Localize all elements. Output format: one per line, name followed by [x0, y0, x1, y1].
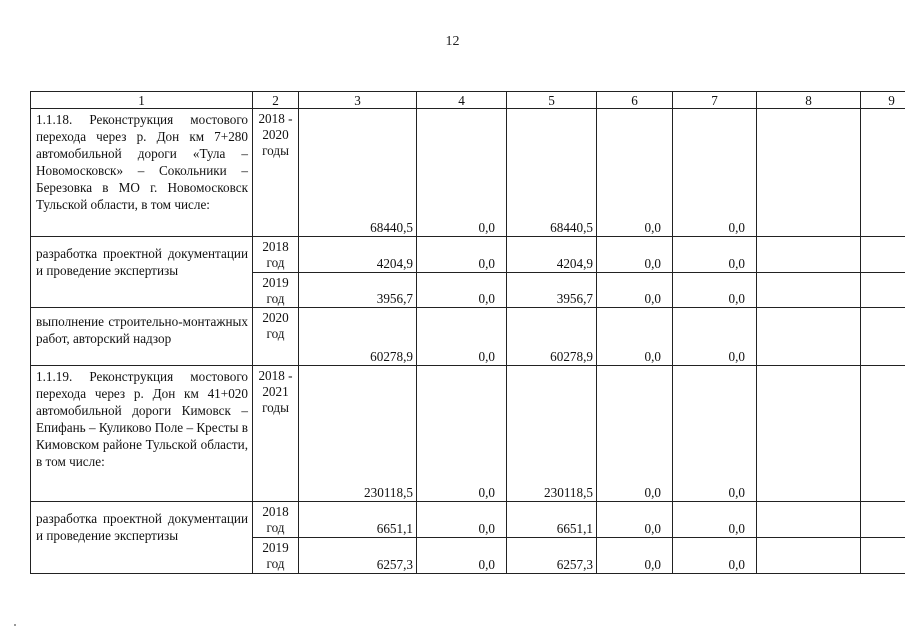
empty-cell [757, 308, 861, 366]
column-header: 1 [31, 92, 253, 109]
amount-cell: 0,0 [673, 308, 757, 366]
measure-description: разработка проектной документации и проведение экспертизы [31, 502, 253, 574]
empty-cell [861, 109, 905, 237]
amount-cell: 0,0 [673, 502, 757, 538]
table-row [31, 109, 905, 237]
amount-cell: 60278,9 [507, 308, 597, 366]
column-header: 4 [417, 92, 507, 109]
table-row [31, 237, 905, 273]
table-row [31, 366, 905, 502]
amount-cell: 0,0 [417, 366, 507, 502]
budget-table [30, 91, 905, 574]
amount-cell: 0,0 [673, 109, 757, 237]
amount-cell: 0,0 [597, 538, 673, 574]
empty-cell [757, 237, 861, 273]
column-header: 3 [299, 92, 417, 109]
column-header: 6 [597, 92, 673, 109]
empty-cell [861, 502, 905, 538]
scan-speck [14, 624, 16, 626]
period-cell: 2018 - 2021 годы [253, 366, 299, 502]
table-row [31, 308, 905, 366]
period-cell: 2018 - 2020 годы [253, 109, 299, 237]
amount-cell: 4204,9 [299, 237, 417, 273]
amount-cell: 68440,5 [507, 109, 597, 237]
empty-cell [757, 538, 861, 574]
period-cell: 2019 год [253, 273, 299, 308]
period-cell: 2020 год [253, 308, 299, 366]
amount-cell: 0,0 [417, 109, 507, 237]
amount-cell: 0,0 [597, 366, 673, 502]
amount-cell: 3956,7 [507, 273, 597, 308]
empty-cell [861, 308, 905, 366]
amount-cell: 0,0 [417, 308, 507, 366]
empty-cell [861, 273, 905, 308]
amount-cell: 6651,1 [507, 502, 597, 538]
empty-cell [757, 273, 861, 308]
period-cell: 2018 год [253, 237, 299, 273]
column-header: 7 [673, 92, 757, 109]
amount-cell: 4204,9 [507, 237, 597, 273]
total-amount: 68440,5 [299, 109, 417, 237]
amount-cell: 0,0 [597, 273, 673, 308]
empty-cell [861, 366, 905, 502]
column-header: 8 [757, 92, 861, 109]
amount-cell: 6257,3 [299, 538, 417, 574]
empty-cell [757, 366, 861, 502]
amount-cell: 0,0 [673, 538, 757, 574]
empty-cell [757, 502, 861, 538]
measure-description: разработка проектной документации и проведение экспертизы [31, 237, 253, 308]
measure-description: выполнение строительно-монтажных работ, авторский надзор [31, 308, 253, 366]
total-amount: 230118,5 [299, 366, 417, 502]
amount-cell: 60278,9 [299, 308, 417, 366]
amount-cell: 0,0 [597, 502, 673, 538]
amount-cell: 0,0 [673, 366, 757, 502]
empty-cell [757, 109, 861, 237]
amount-cell: 0,0 [673, 273, 757, 308]
measure-description: 1.1.18. Реконструкция мостового перехода через р. Дон км 7+280 автомобильной дороги «Тула – Новомосковск» – Сокольники – Березовка в МО г. Новомосковск Тульской области, в том числе: [31, 109, 253, 237]
amount-cell: 6257,3 [507, 538, 597, 574]
amount-cell: 0,0 [597, 237, 673, 273]
amount-cell: 0,0 [673, 237, 757, 273]
page-number: 12 [445, 34, 460, 49]
empty-cell [861, 538, 905, 574]
period-cell: 2018 год [253, 502, 299, 538]
measure-description: 1.1.19. Реконструкция мостового перехода через р. Дон км 41+020 автомобильной дороги Кимовск – Епифань – Куликово Поле – Кресты в Кимовском районе Тульской области, в том числе: [31, 366, 253, 502]
amount-cell: 0,0 [417, 237, 507, 273]
table-row [31, 502, 905, 538]
empty-cell [861, 237, 905, 273]
amount-cell: 3956,7 [299, 273, 417, 308]
column-header: 2 [253, 92, 299, 109]
amount-cell: 0,0 [417, 273, 507, 308]
period-cell: 2019 год [253, 538, 299, 574]
column-header: 9 [861, 92, 905, 109]
amount-cell: 0,0 [597, 109, 673, 237]
amount-cell: 0,0 [417, 538, 507, 574]
amount-cell: 230118,5 [507, 366, 597, 502]
amount-cell: 6651,1 [299, 502, 417, 538]
amount-cell: 0,0 [597, 308, 673, 366]
amount-cell: 0,0 [417, 502, 507, 538]
column-number-row [31, 92, 905, 109]
column-header: 5 [507, 92, 597, 109]
